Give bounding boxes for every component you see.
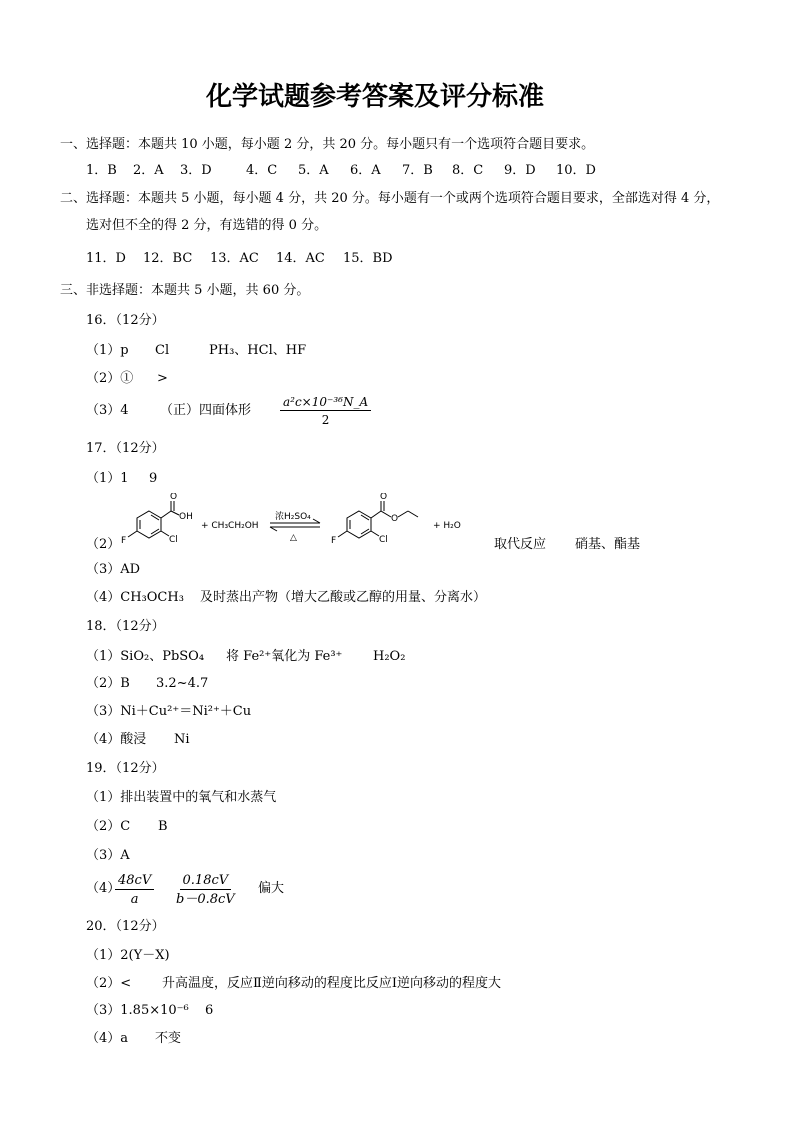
q16-part3: （3）4 bbox=[86, 403, 129, 418]
answer: 6．A bbox=[350, 163, 381, 178]
answer: 8．C bbox=[452, 163, 484, 178]
q18-part4-a: Ni bbox=[174, 732, 190, 747]
fraction-numerator: 0.18cV bbox=[180, 874, 232, 890]
fraction-denominator: 2 bbox=[321, 413, 330, 427]
page-title: 化学试题参考答案及评分标准 bbox=[206, 82, 545, 112]
fraction-denominator: a bbox=[130, 892, 139, 907]
question-title: 17．（12分） bbox=[86, 441, 165, 456]
oh-label: OH bbox=[179, 512, 193, 522]
answer: 9．D bbox=[504, 163, 536, 178]
q17-part3: （3）AD bbox=[86, 562, 141, 577]
answer: 5．A bbox=[298, 163, 329, 178]
q17-functional-groups: 硝基、酯基 bbox=[575, 537, 641, 552]
fraction-denominator: b－0.8cV bbox=[176, 892, 235, 907]
cl-label: Cl bbox=[379, 535, 388, 545]
f-label: F bbox=[331, 536, 337, 546]
q19-part2-a: B bbox=[158, 819, 168, 834]
water-product: + H₂O bbox=[433, 521, 461, 531]
question-title: 19．（12分） bbox=[86, 761, 165, 776]
oxygen-label: O bbox=[170, 493, 178, 502]
q20-part2-a: 升高温度，反应Ⅱ逆向移动的程度比反应Ⅰ逆向移动的程度大 bbox=[162, 976, 501, 991]
q20-part1: （1）2(Y－X) bbox=[86, 948, 170, 963]
cl-label: Cl bbox=[169, 535, 178, 545]
answer: 10．D bbox=[556, 163, 596, 178]
q18-part1: （1）SiO₂、PbSO₄ bbox=[86, 649, 205, 664]
question-title: 18．（12分） bbox=[86, 619, 165, 634]
q19-fraction-1 bbox=[115, 874, 154, 906]
answer: 3．D bbox=[180, 163, 212, 178]
fraction-numerator: a²c×10⁻³⁶N_A bbox=[280, 396, 371, 411]
ethanol-reagent: + CH₃CH₂OH bbox=[201, 521, 259, 531]
q18-part1-a: 将 Fe²⁺氧化为 Fe³⁺ bbox=[226, 649, 343, 664]
q17-part4-a: 及时蒸出产物（增大乙酸或乙醇的用量、分离水） bbox=[200, 590, 487, 605]
reaction-scheme bbox=[115, 493, 485, 553]
q20-part2: （2）< bbox=[86, 976, 132, 991]
oxygen-label: O bbox=[391, 514, 399, 524]
q16-part2-a: > bbox=[157, 371, 168, 386]
question-title: 16．（12分） bbox=[86, 313, 165, 328]
answer: 11．D bbox=[86, 251, 126, 266]
q18-part3: （3）Ni＋Cu²⁺＝Ni²⁺＋Cu bbox=[86, 704, 252, 719]
benzoic-acid-structure bbox=[128, 501, 179, 538]
answer: 13．AC bbox=[210, 251, 259, 266]
answer: 12．BC bbox=[143, 251, 193, 266]
ester-structure bbox=[338, 501, 418, 538]
section2-header: 二、选择题：本题共 5 小题，每小题 4 分，共 20 分。每小题有一个或两个选项符合题目要求，全部选对得 4 分， bbox=[60, 191, 720, 206]
question-title: 20．（12分） bbox=[86, 919, 165, 934]
q16-part1-a: Cl bbox=[155, 343, 170, 358]
q16-part3-a: （正）四面体形 bbox=[160, 403, 252, 418]
q17-part2: （2） bbox=[86, 537, 121, 552]
q20-part4-a: 不变 bbox=[155, 1031, 182, 1046]
answer: 14．AC bbox=[276, 251, 325, 266]
q16-part1-b: PH₃、HCl、HF bbox=[209, 343, 307, 358]
q16-part2: （2）① bbox=[86, 371, 134, 386]
q20-part3: （3）1.85×10⁻⁶ bbox=[86, 1003, 189, 1018]
q19-fraction-2 bbox=[176, 874, 235, 906]
answer: 7．B bbox=[402, 163, 433, 178]
answer: 1．B bbox=[86, 163, 117, 178]
q16-part1: （1）p bbox=[86, 343, 129, 358]
fraction-numerator: 48cV bbox=[115, 874, 154, 890]
answer: 2．A bbox=[133, 163, 164, 178]
q17-part1-a: 9 bbox=[149, 471, 158, 486]
f-label: F bbox=[121, 536, 127, 546]
q17-reaction-type: 取代反应 bbox=[494, 537, 547, 552]
heat-symbol: △ bbox=[290, 533, 297, 543]
q20-part4: （4）a bbox=[86, 1031, 129, 1046]
q19-part4-b: 偏大 bbox=[258, 881, 285, 896]
answer: 15．BD bbox=[343, 251, 393, 266]
q18-part4: （4）酸浸 bbox=[86, 732, 147, 747]
q19-part4: （4） bbox=[86, 881, 121, 896]
q16-fraction bbox=[280, 396, 371, 426]
q20-part3-a: 6 bbox=[205, 1003, 214, 1018]
oxygen-label: O bbox=[380, 493, 388, 502]
section1-header: 一、选择题：本题共 10 小题，每小题 2 分，共 20 分。每小题只有一个选项符合题目要求。 bbox=[60, 137, 595, 152]
q17-part1: （1）1 bbox=[86, 471, 129, 486]
q18-part1-b: H₂O₂ bbox=[373, 649, 406, 664]
q18-part2: （2）B bbox=[86, 676, 130, 691]
section3-header: 三、非选择题：本题共 5 小题，共 60 分。 bbox=[60, 283, 310, 298]
reaction-condition: 浓H₂SO₄ bbox=[275, 512, 311, 522]
q17-part4: （4）CH₃OCH₃ bbox=[86, 590, 184, 605]
answer: 4．C bbox=[246, 163, 278, 178]
q18-part2-a: 3.2~4.7 bbox=[156, 676, 209, 691]
q19-part2: （2）C bbox=[86, 819, 131, 834]
section2-header-cont: 选对但不全的得 2 分，有选错的得 0 分。 bbox=[86, 218, 328, 233]
q19-part1: （1）排出装置中的氧气和水蒸气 bbox=[86, 790, 277, 805]
q19-part3: （3）A bbox=[86, 848, 130, 863]
